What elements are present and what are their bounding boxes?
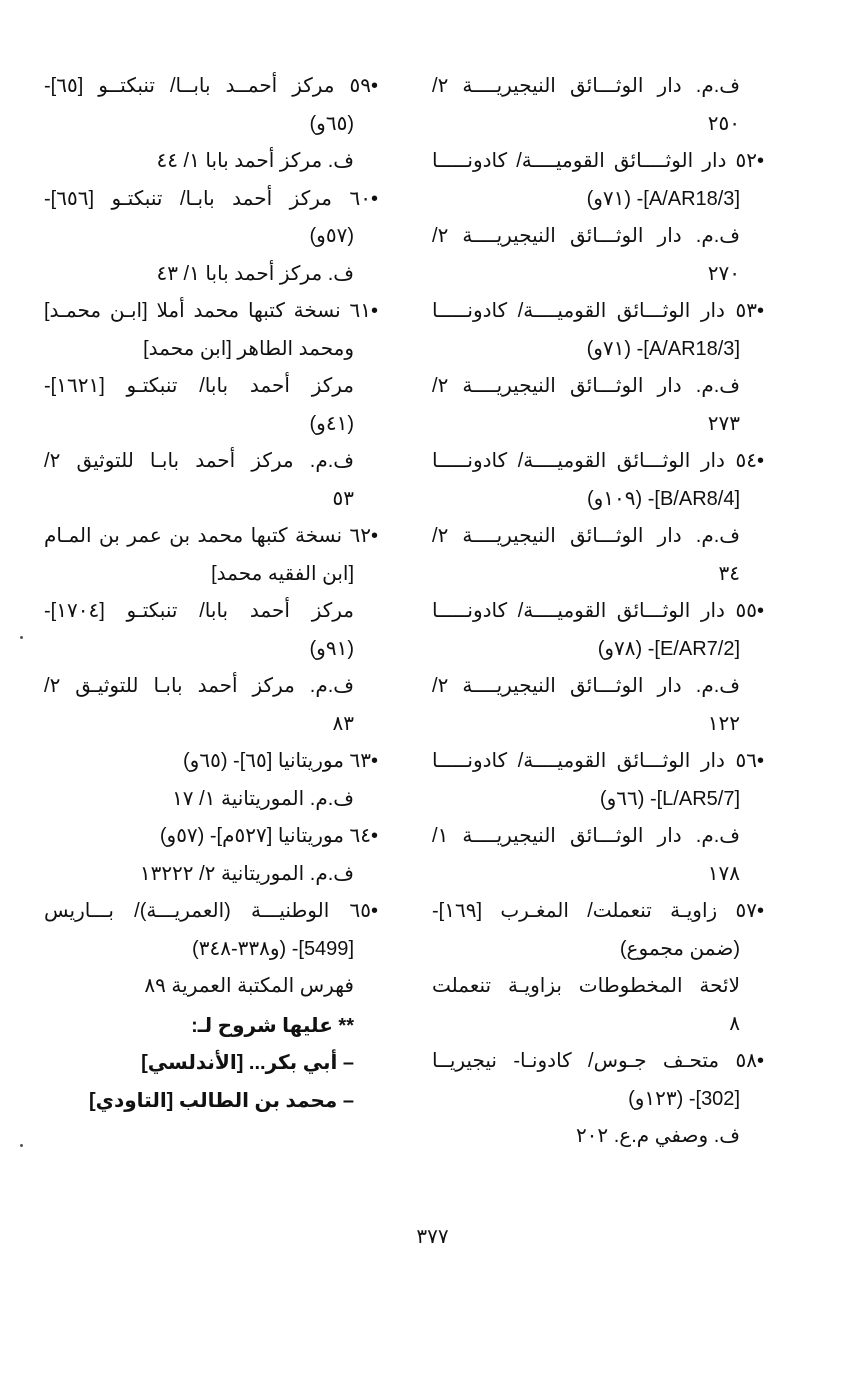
entry-shelfmark: [A/AR18/3]- (٧١و): [586, 187, 740, 210]
entry-copyist: [ابن الفقيه محمد]: [211, 562, 354, 585]
subentry-61: [44, 368, 378, 443]
reference-page: ٢٧٠: [707, 262, 740, 285]
entry-52: [432, 143, 764, 218]
subentry-folio: (٤١و): [309, 412, 354, 435]
entry-57: [432, 893, 764, 968]
reference-text: ف.م. دار الوثـــائق النيجيريــــة ٢/: [432, 675, 740, 697]
entry-shelfmark: [B/AR8/4]- (١٠٩و): [586, 487, 740, 510]
entry-54: [432, 443, 764, 518]
entry-heading: •٦٥ الوطنيـــة (العمريـــة)/ بـــاريس: [44, 900, 378, 922]
reference-page: ٨: [729, 1012, 740, 1035]
subentry-folio: (٩١و): [309, 637, 354, 660]
entry-shelfmark: (٦٥و): [309, 112, 354, 135]
entry-heading: •٥٢ دار الوثــــائق القوميــــة/ كادونـــــا: [432, 150, 764, 172]
entry-shelfmark: [L/AR5/7]- (٦٦و): [599, 787, 740, 810]
reference-page: ٣٤: [718, 562, 740, 585]
reference-65: [44, 968, 378, 1006]
reference-63: [44, 781, 378, 819]
subentry-location: مركز أحمد بابا/ تنبكتـو [١٦٢١]-: [44, 375, 354, 397]
entry-heading: •٥٣ دار الوثـــائق القوميــــة/ كادونـــــا: [432, 300, 764, 322]
entry-63: [44, 743, 378, 781]
entry-shelfmark: (ضمن مجموع): [619, 937, 740, 960]
reference-61: [44, 443, 378, 518]
entry-heading: •٦٣ موريتانيا [٦٥]- (٦٥و): [183, 750, 378, 772]
reference-text: ف.م. دار الوثـــائق النيجيريــــة ٢/: [432, 225, 740, 247]
entry-60: [44, 181, 378, 256]
reference-64: [44, 856, 378, 894]
entry-65: [44, 893, 378, 968]
entry-53: [432, 293, 764, 368]
entry-heading: •٥٦ دار الوثـــائق القوميــــة/ كادونـــــا: [432, 750, 764, 772]
entry-59: [44, 68, 378, 143]
entry-heading: •٥٤ دار الوثـــائق القوميــــة/ كادونـــــا: [432, 450, 764, 472]
scan-speck: [20, 1144, 23, 1147]
entry-heading: •٦٠ مركز أحمد بابـا/ تنبكتـو [٦٥٦]-: [44, 187, 378, 210]
entry-heading: •٦٤ موريتانيا [٥٢٧م]- (٥٧و): [159, 825, 378, 847]
reference-page: ٥٣: [332, 487, 354, 510]
reference-text: ف.م. مركز أحمد بابـا للتوثيـق ٢/: [44, 675, 354, 697]
entry-heading: •٥٨ متحـف جـوس/ كادونـا- نيجيريــا: [432, 1050, 764, 1072]
reference-page: ٢٧٣: [707, 412, 740, 435]
reference-53: [432, 368, 764, 443]
right-column: [432, 68, 764, 1156]
entry-shelfmark: [302]- (١٢٣و): [628, 1087, 740, 1110]
entry-64: [44, 818, 378, 856]
scan-speck: [20, 636, 23, 639]
left-column: [44, 68, 378, 1120]
reference-text: ف.م. دار الوثـــائق النيجيريــــة ٢/: [432, 75, 740, 97]
commentary-item: – أبي بكر... [الأندلسي]: [141, 1052, 354, 1074]
reference-text: ف.م. مركز أحمد بابـا للتوثيق ٢/: [44, 450, 354, 472]
entry-copyist: ومحمد الطاهر [ابن محمد]: [143, 337, 354, 360]
entry-58: [432, 1043, 764, 1118]
reference-text: ف.م. دار الوثـــائق النيجيريــــة ٢/: [432, 525, 740, 547]
reference-text: ف. مركز أحمد بابا ١/ ٤٤: [156, 150, 354, 172]
reference-page: ٢٥٠: [707, 112, 740, 135]
reference-58: [432, 1118, 764, 1156]
subentry-location: مركز أحمد بابا/ تنبكتـو [١٧٠٤]-: [44, 600, 354, 622]
subentry-62: [44, 593, 378, 668]
commentary-item: – محمد بن الطالب [التاودي]: [88, 1089, 354, 1112]
reference-62: [44, 668, 378, 743]
reference-text: ف.م. دار الوثـــائق النيجيريــــة ٢/: [432, 375, 740, 397]
reference-text: ف.م. دار الوثـــائق النيجيريــــة ١/: [432, 825, 740, 847]
entry-heading: •٦١ نسخة كتبها محمد أملا [ابـن محمـد]: [44, 300, 378, 322]
entry-shelfmark: [A/AR18/3]- (٧١و): [586, 337, 740, 360]
entry-56: [432, 743, 764, 818]
reference-55: [432, 668, 764, 743]
reference-line: [432, 68, 764, 143]
entry-shelfmark: [5499]- (و٣٣٨-٣٤٨): [192, 937, 354, 960]
reference-59: [44, 143, 378, 181]
reference-page: ١٧٨: [707, 862, 740, 885]
reference-60: [44, 256, 378, 294]
entry-shelfmark: [E/AR7/2]- (٧٨و): [597, 637, 740, 660]
reference-56: [432, 818, 764, 893]
reference-page: ١٢٢: [707, 712, 740, 735]
entry-55: [432, 593, 764, 668]
reference-57: [432, 968, 764, 1043]
reference-text: ف.م. الموريتانية ١/ ١٧: [172, 787, 354, 810]
entry-61: [44, 293, 378, 368]
entry-heading: •٥٧ زاويـة تنعملت/ المغـرب [١٦٩]-: [432, 900, 764, 922]
entry-heading: •٦٢ نسخة كتبها محمد بن عمر بن المـام: [44, 525, 378, 547]
entry-heading: •٥٩ مركز أحمــد بابــا/ تنبكتــو [٦٥]-: [44, 75, 378, 97]
reference-page: ٨٣: [332, 712, 354, 735]
reference-text: لائحة المخطوطات بزاويـة تنعملت: [432, 975, 740, 997]
reference-text: فهرس المكتبة العمرية ٨٩: [144, 975, 354, 997]
commentaries-heading: ** عليها شروح لـ:: [191, 1014, 354, 1037]
reference-text: ف.م. الموريتانية ٢/ ١٣٢٢٢: [139, 862, 354, 885]
entry-heading: •٥٥ دار الوثـــائق القوميــــة/ كادونـــــا: [432, 600, 764, 622]
reference-text: ف. وصفي م.ع. ٢٠٢: [575, 1125, 740, 1147]
entry-62: [44, 518, 378, 593]
entry-shelfmark: (٥٧و): [309, 225, 354, 247]
page-number: ٣٧٧: [416, 1226, 449, 1248]
reference-54: [432, 518, 764, 593]
reference-52: [432, 218, 764, 293]
reference-text: ف. مركز أحمد بابا ١/ ٤٣: [156, 262, 354, 285]
